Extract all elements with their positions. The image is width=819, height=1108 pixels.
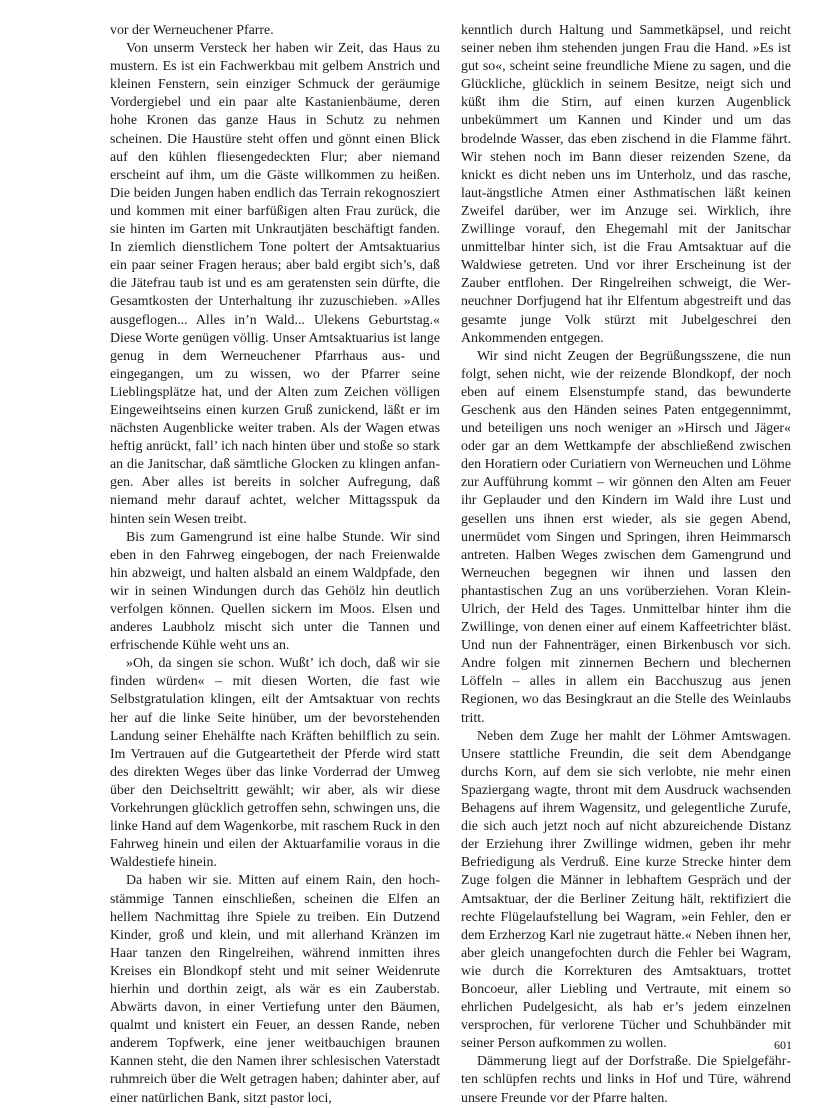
paragraph: Bis zum Gamengrund ist eine halbe Stunde. Wir sind eben in den Fahrweg eingebogen, der nach Freienwalde hin abzweigt, und halten alsbald an einem Waldpfade, den wir in seinen Windungen durch das Gehölz hin deutlich verfolgen können. Quellen sickern im Moos. Elsen und anderes Laubholz mischt sich unter die Tannen und erfrischende Kühle weht uns an. (110, 529, 440, 654)
paragraph: Neben dem Zuge her mahlt der Löhmer Amtswagen. Unsere stattliche Freundin, die seit dem Abendgange durchs Korn, auf dem sie sich verlobte, nie mehr einen Spaziergang wagte, thront mit dem Ausdruck wachsenden Behagens auf ihrem Wagensitz, und gelegentliche Zurufe, die sich auch jetzt noch auf nicht abzureichende Distanz der Erziehung ihrer Zwillinge widmen, geben ihr mehr Befriedigung als Verdruß. Eine kurze Strecke hinter dem Zuge folgen die Männer in lebhaftem Gespräch und der Amtsaktuar, der die Berliner Zeitung hält, rektifiziert die rechte Flügelaufstellung bei Wagram, »ein Fehler, den er dem Erzherzog Karl nie zugetraut hätte.« Neben ihnen her, aber gleich unangefochten durch die Fehler bei Wagram, wie durch die Korrekturen des Amtsaktuars, trottet Boncoeur, aller Liebling und Vertraute, mit einem so ehrlichen Pudelgesicht, als hab er’s jedem einzelnen versprochen, für verlorene Tücher und Schuhbänder mit seiner Person aufkommen zu wollen. (461, 728, 791, 1052)
paragraph: Von unserm Versteck her haben wir Zeit, das Haus zu mustern. Es ist ein Fachwerkbau mit gelbem Anstrich und kleinen Fenstern, sein einziger Schmuck der geräumige Vordergiebel und ein paar alte Kastanienbäume, deren hohe Kronen das ganze Haus in Schutz zu nehmen scheinen. Die Haustüre steht offen und gönnt einen Blick auf den kühlen fliesengedeckten Flur; aber niemand erscheint auf ihm, um die Gäste willkommen zu heißen. Die beiden Jungen haben endlich das Terrain rekognosziert und kommen mit einer barfüßigen alten Frau zurück, die sie hinten im Garten mit Unkrautjäten beschäftigt fanden. In ziemlich dienstlichem Tone poltert der Amtsaktuarius ein paar seiner Fragen heraus; aber bald ergibt sich’s, daß die Jätefrau taub ist und es am geratensten sein dürfte, die Gesamtkosten der Unterhaltung ihr zuzuschieben. »Alles ausgeflogen... Alles in’n Wald... Ulekens Geburtstag.« Diese Worte genügen völlig. Unser Amtsaktuarius ist lange genug in dem Werneuchener Pfarrhaus aus- und eingegangen, um zu wissen, wo der Pfarrer seine Lieblingsplätze hat, und der Alten zum Zeichen völligen Eingeweihtseins einen kurzen Gruß zunickend, läßt er im nächsten Augenblicke weiter traben. Als der Wagen etwas heftig anrückt, fall’ ich nach hinten über und stoße so stark an die Janitschar, daß sämtliche Glocken zu klingen anfangen. Aber alles ist bereits in solcher Aufregung, daß niemand mehr darauf achtet, welcher Mittagsspuk da hinten sein Wesen treibt. (110, 41, 440, 527)
right-text-column (461, 22, 791, 1108)
page-number: 601 (774, 1038, 792, 1052)
paragraph-continuation: kenntlich durch Haltung und Sammetkäpsel, und reicht seiner neben ihm stehenden jungen Frau die Hand. »Es ist gut so«, scheint seine freundliche Miene zu sagen, und die Glückliche, glücklich in seinem Besitze, neigt sich und küßt ihm die Stirn, auf einen kurzen Augenblick unbekümmert um Kannen und Kinder und um das brodelnde Wasser, das eben zischend in die Flamme fährt. Wir stehen noch im Bann dieser reizenden Szene, da knickt es dicht neben uns im Unterholz, und das rasche, laut-ängstliche Atmen einer Asthmatischen läßt keinen Zweifel darüber, wer im Anzuge sei. Wirklich, ihre Zwillinge vorauf, den Ehegemahl mit der Janitschar unmittelbar hinter sich, ist die Frau Amtsaktuar auf die Waldwiese getreten. Und vor ihrer Erscheinung ist der Zauber entflohen. Der Ringelreihen schweigt, die Werneuchner Dorfjugend hat ihr Elfentum abgestreift und das gesamte junge Volk stürzt mit Jubelgeschrei den Ankommenden entgegen. (461, 23, 791, 346)
paragraph: »Oh, da singen sie schon. Wußt’ ich doch, daß wir sie finden würden« – mit diesen Worten, die fast wie Selbstgratulation klingen, eilt der Amtsaktuar von rechts her auf die linke Seite hinüber, um der bevorstehenden Landung seiner Ehehälfte nach Kräften behilflich zu sein. Im Vertrauen auf die Gutgeartetheit der Pferde wird statt des direkten Weges über das linke Vorderrad der Umweg über den Deichseltritt gewählt; wir aber, als wir diese Vorkehrungen glücklich getroffen sehn, schwingen uns, die linke Hand auf dem Wagenkorbe, mit raschem Ruck in den Fahrweg hinein und eilen der Aktuarfamilie voraus in die Waldestiefe hinein. (110, 656, 440, 871)
paragraph: Dämmerung liegt auf der Dorfstraße. Die Spielgefährten schlüpfen rechts und links in Hof und Türe, während unsere Freunde vor der Pfarre halten. (461, 1054, 791, 1106)
paragraph: Wir sind nicht Zeugen der Begrüßungsszene, die nun folgt, sehen nicht, wie der reizende Blondkopf, der noch eben auf einem Elsenstumpfe stand, das bewunderte Geschenk aus den Händen seines Paten entgegennimmt, und beteiligen uns noch weniger an »Hirsch und Jäger« oder gar an dem Wettkampfe der abschließend zwischen den Horatiern oder Curiatiern von Werneuchen und Löhme zur Aufführung kommt – wir gönnen den Alten am Feuer ihr Geplauder und den Kindern im Wald ihre Lust und gesellen uns ihnen erst wieder, als sie gegen Abend, unermüdet vom Singen und Springen, ihren Heimmarsch antreten. Halben Weges zwischen dem Gamengrund und Werneuchen begegnen wir ihnen und lassen den phantastischen Zug an uns vorüberziehen. Voran Klein-Ulrich, der Held des Tages. Unmittelbar hinter ihm die Zwillinge, von denen einer auf einem Kaffeetrichter bläst. Und nun der Fahnenträger, einen Birkenbusch vor sich. Andre folgen mit zinnernen Bechern und blechernen Löffeln – alles in allem ein Bacchuszug aus jenen Regionen, wo das Besingkraut an die Stelle des Weinlaubs tritt. (461, 348, 791, 726)
paragraph-continuation: vor der Werneuchener Pfarre. (110, 23, 274, 38)
paragraph: Da haben wir sie. Mitten auf einem Rain, den hochstämmige Tannen einschließen, scheinen die Elfen an hellem Nachmittag ihre Spiele zu treiben. Ein Dutzend Kinder, groß und klein, und mit allerhand Kränzen im Haar tanzen den Ringelreihen, während inmitten ihres Kreises ein Blondkopf steht und mit seiner Weidenrute hierhin und dorthin zeigt, als wär es ein Zauberstab. Abwärts davon, in einer Vertiefung unter den Bäumen, qualmt und knistert ein Feuer, an dessen Rande, neben anderem Topfwerk, eine jener weitbauchigen braunen Kannen steht, die den Namen ihrer schlesischen Vaterstadt ruhmreich über die Welt getragen haben; dahinter aber, auf einer natürlichen Bank, sitzt pastor loci, (110, 873, 440, 1106)
left-text-column (110, 22, 440, 1108)
